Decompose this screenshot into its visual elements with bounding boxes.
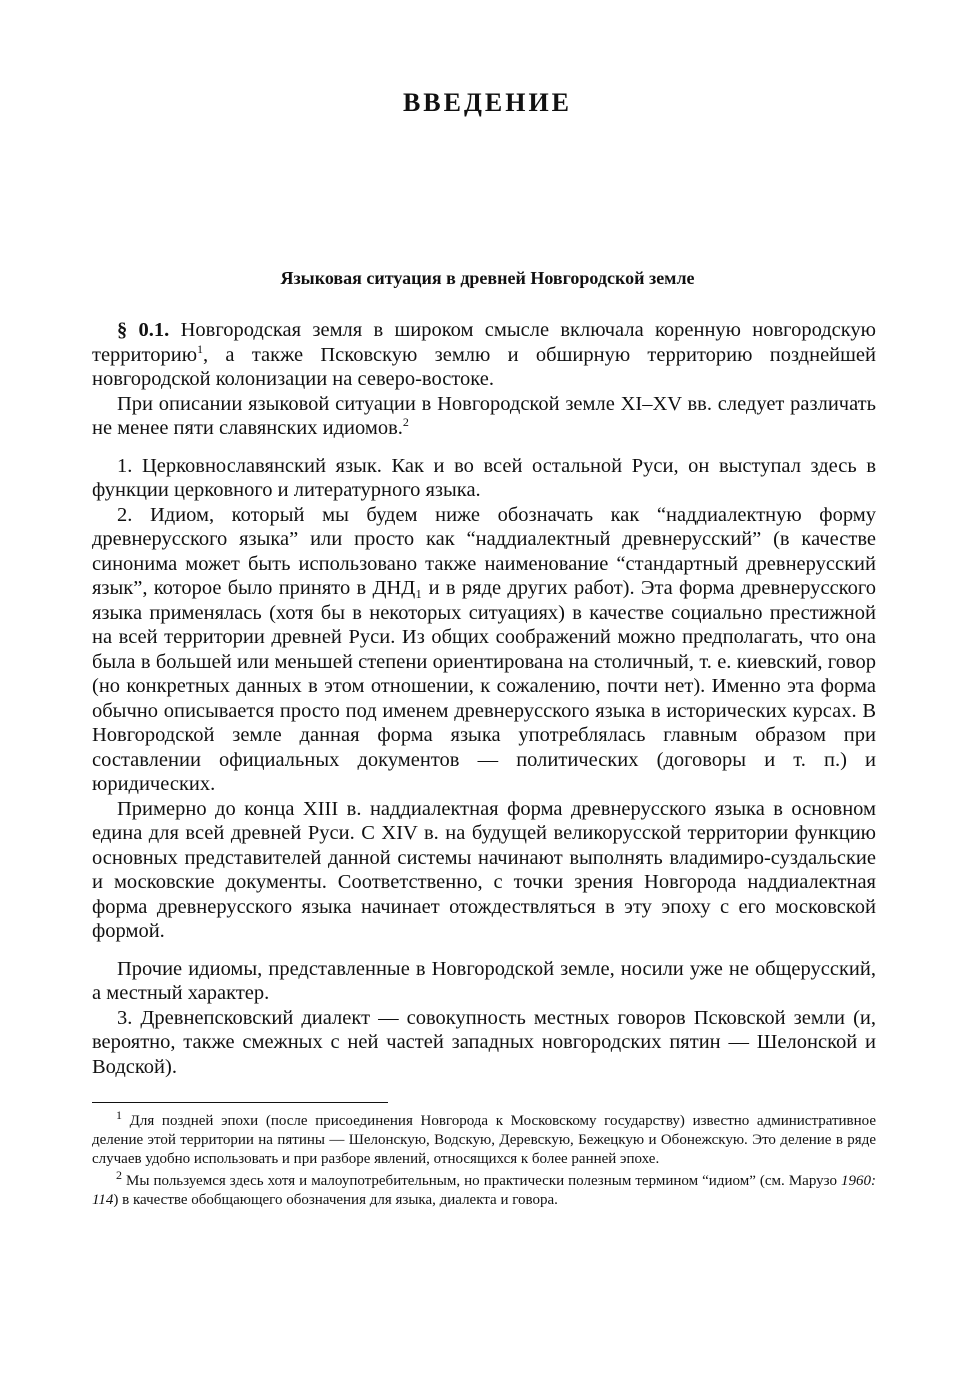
footnote-number: 1 [116,1108,122,1122]
footnote-ref-1[interactable]: 1 [197,341,204,356]
citation-reference: 1960: 114 [92,1173,876,1208]
footnote-divider [92,1102,388,1103]
paragraph-text: Новгородская земля в широком смысле включала коренную новгородскую территорию [92,319,876,366]
paragraph-item-3: 3. Древнепсковский диалект — совокупность местных говоров Псковской земли (и, вероятно, также смежных с ней частей западных новгородских пятин — Шелонской и Водской). [92,1006,876,1078]
footnote-number: 2 [116,1168,122,1182]
footnote-1 [92,1108,876,1169]
paragraph-idioms-intro [92,392,876,441]
footnote-ref-2[interactable]: 2 [402,415,409,430]
footnote-text: ) в качестве обобщающего обозначения для языка, диалекта и говора. [113,1192,558,1208]
paragraph-text: , а также Псковскую землю и обширную территорию позднейшей новгородской колонизации на северо-востоке. [92,343,876,390]
body-text [92,318,876,1079]
footnotes [92,1108,876,1213]
paragraph-local-idioms: Прочие идиомы, представленные в Новгородской земле, носили уже не общерусский, а местный характер. [92,957,876,1004]
paragraph-item-2: 2. Идиом, который мы будем ниже обозначать как “наддиалектную форму древнерусского языка” или просто как “наддиалектный древнерусский” (в качестве синонима может быть использовано также наименование “стандартный древнерусский язык”, которое было принято в ДНД₁ и в ряде других работ). Эта форма древнерусского языка применялась (хотя бы в некоторых ситуациях) в качестве социально престижной на всей территории древней Руси. Из общих соображений можно предполагать, что она была в большей или меньшей степени ориентирована на столичный, т. е. киевский, говор (но конкретных данных в этом отношении, к сожалению, почти нет). Именно эта форма обычно описывается просто под именем древнерусского языка в исторических курсах. В Новгородской земле данная форма языка употреблялась главным образом при составлении официальных документов — политических (договоры и т. п.) и юридических. [92,503,876,795]
paragraph-supradialectal: Примерно до конца XIII в. наддиалектная форма древнерусского языка в основном едина для всей древней Руси. С XIV в. на будущей великорусской территории функцию основных представителей данной системы начинают выполнять владимиро-суздальские и московские документы. Соответственно, с точки зрения Новгорода наддиалектная форма древнерусского языка начинает отождествляться в эту эпоху с его московской формой. [92,797,876,942]
footnote-2 [92,1168,876,1210]
footnote-text: Мы пользуемся здесь хотя и малоупотребительным, но практически полезным термином “идиом” (см. Марузо [122,1173,841,1189]
paragraph-item-1: 1. Церковнославянский язык. Как и во всей остальной Руси, он выступал здесь в функции церковного и литературного языка. [92,454,876,501]
paragraph-text: При описании языковой ситуации в Новгородской земле XI–XV вв. следует различать не менее пяти славянских идиомов. [92,392,876,439]
paragraph-0-1 [92,318,876,392]
paragraph-mark: § 0.1. [117,319,170,341]
chapter-title: ВВЕДЕНИЕ [402,88,573,117]
section-title: Языковая ситуация в древней Новгородской земле [280,268,695,288]
footnote-text: Для поздней эпохи (после присоединения Новгорода к Московскому государству) известно административное деление этой территории на пятины — Шелонскую, Водскую, Деревскую, Бежецкую и Обонежскую. Это деление в ряде случаев удобно использовать и при разборе явлений, относящихся к более ранней эпохе. [92,1113,876,1167]
